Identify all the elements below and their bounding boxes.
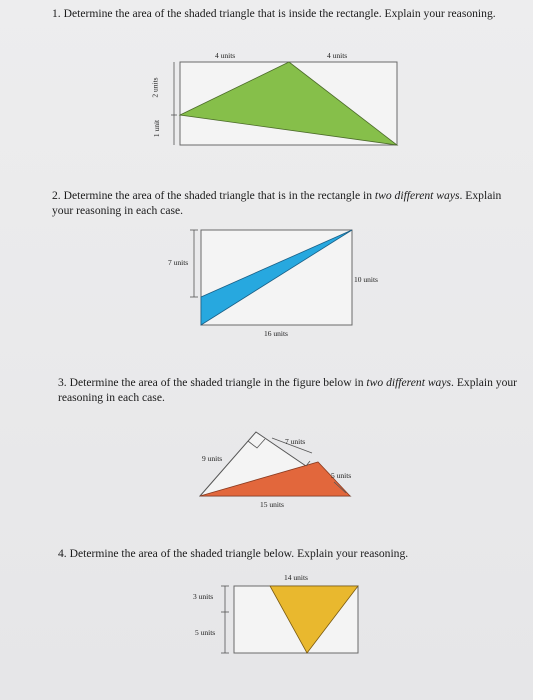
figure-1 (171, 62, 397, 145)
question-3-text-after: . Explain your reasoning in each case. (58, 376, 518, 404)
figure-2 (190, 230, 352, 325)
figure-1-label-top-right: 4 units (327, 51, 348, 60)
figure-4-label-top: 14 units (284, 573, 308, 582)
figure-2-label-left: 7 units (168, 258, 189, 267)
question-2-text-before: Determine the area of the shaded triangle that is in the rectangle in (63, 189, 375, 202)
question-4-number: 4. (58, 547, 67, 560)
figure-1-label-side-top: 2 units (150, 77, 160, 98)
question-2-text-after: . Explain your reasoning in each case. (52, 189, 502, 217)
figure-4 (221, 586, 358, 653)
question-2-number: 2. (52, 189, 61, 202)
question-3-text-italic: two different ways (366, 376, 452, 389)
question-1-number: 1. (52, 7, 61, 20)
figure-4-label-left-top: 3 units (193, 592, 214, 601)
question-4-text: Determine the area of the shaded triangle below. Explain your reasoning. (69, 547, 409, 560)
figure-1-label-side-bottom: 1 unit (152, 119, 162, 138)
question-3-number: 3. (58, 376, 67, 389)
figure-3-label-top: 7 units (285, 437, 306, 446)
question-2-text-italic: two different ways (374, 189, 460, 202)
figure-3-label-left: 9 units (202, 454, 223, 463)
figure-2-label-bottom: 16 units (264, 329, 288, 338)
figure-3 (200, 432, 350, 496)
figure-2-label-right: 10 units (354, 275, 378, 284)
figure-4-label-left-bottom: 5 units (195, 628, 216, 637)
figure-3-label-bottom: 15 units (260, 500, 284, 509)
question-1-text: Determine the area of the shaded triangle that is inside the rectangle. Explain your reasoning. (63, 7, 496, 20)
question-3-text-before: Determine the area of the shaded triangle in the figure below in (69, 376, 367, 389)
figure-3-label-right: 5 units (331, 471, 352, 480)
figure-1-label-top-left: 4 units (215, 51, 236, 60)
